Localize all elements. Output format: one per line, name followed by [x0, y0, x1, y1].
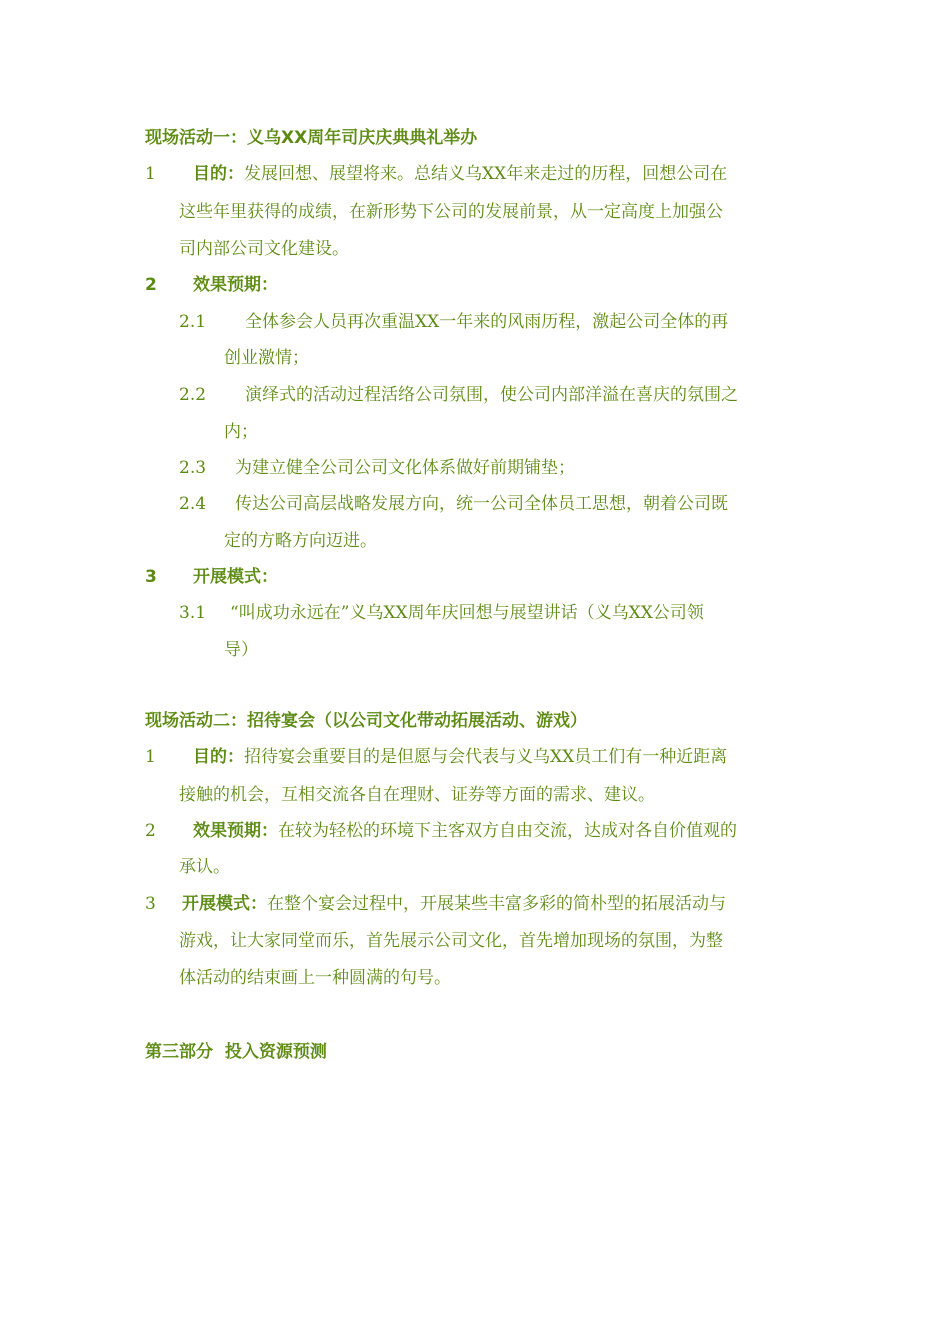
s1-sub-2-4-text: 传达公司高层战略发展方向，统一公司全体员工思想，朝着公司既 [235, 494, 728, 514]
s1-sub-2-1-text-line2: 创业激情； [224, 348, 309, 368]
s2-item2-number: 2 [145, 821, 156, 841]
s2-item3-text-line3: 体活动的结束画上一种圆满的句号。 [179, 968, 451, 988]
s1-item1-text-line2: 这些年里获得的成绩，在新形势下公司的发展前景，从一定高度上加强公 [179, 202, 723, 222]
s1-sub-2-3-number: 2.3 [179, 458, 207, 478]
s2-item3-line [182, 893, 726, 915]
s1-item2-number: 2 [145, 275, 157, 295]
s1-item3-number: 3 [145, 567, 157, 587]
section1-title: 现场活动一：义乌XX周年司庆庆典典礼举办 [145, 128, 478, 148]
s1-sub-2-2-text: 演绎式的活动过程活络公司氛围，使公司内部洋溢在喜庆的氛围之 [245, 385, 738, 405]
s2-item1-line [193, 746, 727, 768]
s1-item1-label: 目的： [193, 164, 244, 184]
s1-item1-text: 发展回想、展望将来。总结义乌XX年来走过的历程，回想公司在 [244, 164, 728, 184]
s1-sub-2-2-text-line2: 内； [224, 422, 258, 442]
s2-item3-label: 开展模式： [182, 894, 267, 914]
s2-item2-text-line2: 承认。 [179, 857, 230, 877]
s1-sub-2-1-text: 全体参会人员再次重温XX一年来的风雨历程，激起公司全体的再 [245, 312, 729, 332]
s1-item3-label: 开展模式： [193, 567, 278, 587]
s1-sub-3-1-number: 3.1 [179, 603, 207, 623]
s1-sub-2-1-number: 2.1 [179, 312, 207, 332]
s1-item1-line [193, 163, 727, 185]
s1-item1-text-line3: 司内部公司文化建设。 [179, 239, 349, 259]
s2-item2-label: 效果预期： [193, 821, 278, 841]
s2-item1-text-line2: 接触的机会，互相交流各自在理财、证券等方面的需求、建议。 [179, 785, 655, 805]
s1-sub-2-4-number: 2.4 [179, 494, 207, 514]
s2-item1-number: 1 [145, 747, 156, 767]
s1-sub-2-3-text: 为建立健全公司公司文化体系做好前期铺垫； [235, 458, 575, 478]
s1-sub-3-1-text-line2: 导） [224, 640, 258, 660]
s2-item3-text: 在整个宴会过程中，开展某些丰富多彩的简朴型的拓展活动与 [267, 894, 726, 914]
s2-item3-text-line2: 游戏，让大家同堂而乐，首先展示公司文化，首先增加现场的氛围，为整 [179, 931, 723, 951]
s1-sub-2-4-text-line2: 定的方略方向迈进。 [224, 531, 377, 551]
s1-item1-number: 1 [145, 164, 156, 184]
s1-sub-2-2-number: 2.2 [179, 385, 207, 405]
s1-sub-3-1-text: “叫成功永远在”义乌XX周年庆回想与展望讲话（义乌XX公司领 [230, 603, 704, 623]
section2-title: 现场活动二：招待宴会（以公司文化带动拓展活动、游戏） [145, 711, 587, 731]
s2-item2-text: 在较为轻松的环境下主客双方自由交流，达成对各自价值观的 [278, 821, 737, 841]
s2-item1-label: 目的： [193, 747, 244, 767]
section3-title: 第三部分 投入资源预测 [145, 1042, 327, 1062]
s1-item2-label: 效果预期： [193, 275, 278, 295]
s2-item1-text: 招待宴会重要目的是但愿与会代表与义乌XX员工们有一种近距离 [244, 747, 728, 767]
s2-item2-line [193, 820, 737, 842]
s2-item3-number: 3 [145, 894, 156, 914]
